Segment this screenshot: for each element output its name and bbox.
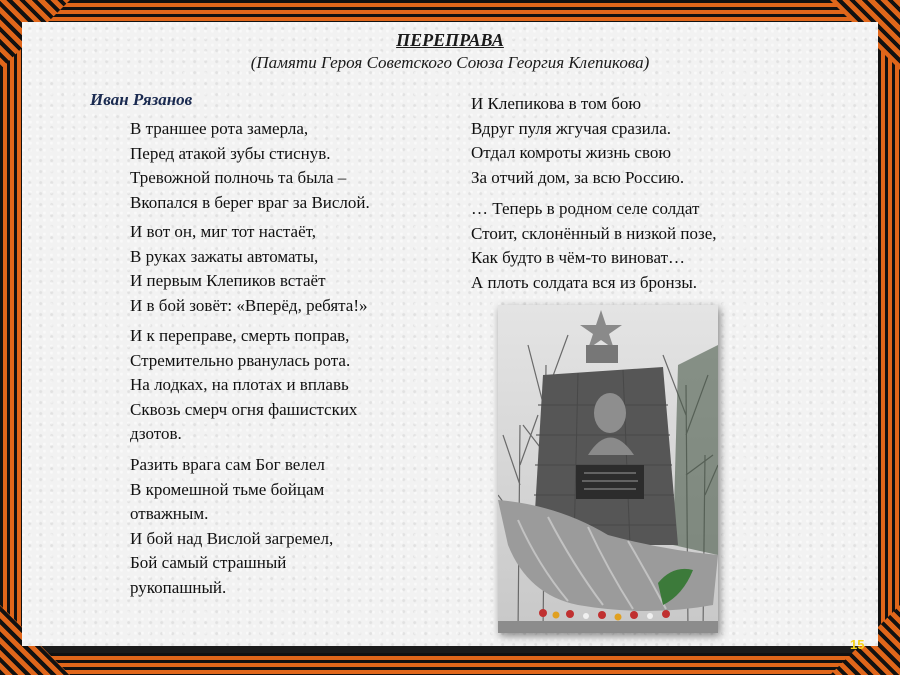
poem-line: И к переправе, смерть поправ,	[130, 326, 350, 345]
stanza-right-1	[471, 92, 684, 190]
poem-line: рукопашный.	[130, 577, 227, 597]
poem-line: И Клепикова в том бою	[471, 94, 642, 113]
poem-line: На лодках, на плотах и вплавь	[130, 375, 349, 394]
poem-line: За отчий дом, за всю Россию.	[471, 167, 685, 187]
star-base	[586, 345, 618, 363]
poem-line: И первым Клепиков встаёт	[130, 271, 326, 290]
monument-photo	[498, 305, 718, 633]
ribbon-frame-bottom	[0, 653, 900, 675]
poem-line: Разить врага сам Бог велел	[130, 455, 325, 474]
poem-line: А плоть солдата вся из бронзы.	[471, 272, 698, 292]
stanza-right-2	[471, 197, 717, 295]
poem-line: В кромешной тьме бойцам	[130, 479, 325, 499]
memorial-plaque	[576, 465, 644, 499]
stanza-left-4	[130, 453, 333, 600]
monument-illustration	[498, 305, 718, 633]
poem-line: И бой над Вислой загремел,	[130, 528, 334, 548]
poem-title: ПЕРЕПРАВА	[396, 30, 504, 50]
ground	[498, 621, 718, 633]
poem-line: Перед атакой зубы стиснув.	[130, 143, 331, 163]
poem-line: Стоит, склонённый в низкой позе,	[471, 223, 717, 243]
poem-line: Вкопался в берег враг за Вислой.	[130, 192, 370, 212]
ribbon-frame-right	[878, 0, 900, 675]
stanza-left-1	[130, 117, 370, 215]
ribbon-frame-left	[0, 0, 22, 675]
poem-line: отважным.	[130, 504, 209, 523]
bust-head	[594, 393, 626, 433]
poem-line: Сквозь смерч огня фашистских	[130, 399, 358, 419]
poem-line: Отдал комроты жизнь свою	[471, 143, 672, 162]
poem-line: В траншее рота замерла,	[130, 119, 309, 138]
stanza-left-2	[130, 220, 368, 318]
poem-line: Вдруг пуля жгучая сразила.	[471, 118, 672, 138]
poem-line: Как будто в чём-то виноват…	[471, 248, 686, 267]
poem-author: Иван Рязанов	[90, 90, 193, 109]
poem-line: И вот он, миг тот настаёт,	[130, 222, 317, 241]
ribbon-frame-top	[0, 0, 900, 22]
poem-line: Стремительно рванулась рота.	[130, 350, 351, 370]
poem-line: И в бой зовёт: «Вперёд, ребята!»	[130, 295, 368, 315]
poem-line: Тревожной полночь та была –	[130, 168, 347, 187]
poem-line: … Теперь в родном селе солдат	[471, 199, 700, 218]
stanza-left-3	[130, 324, 357, 447]
poem-line: Бой самый страшный	[130, 553, 287, 572]
evergreen-tree	[673, 345, 718, 555]
poem-line: дзотов.	[130, 424, 182, 443]
page-number: 15	[850, 637, 865, 652]
poem-subtitle: (Памяти Героя Советского Союза Георгия Клепикова)	[250, 53, 650, 72]
poem-line: В руках зажаты автоматы,	[130, 246, 319, 266]
